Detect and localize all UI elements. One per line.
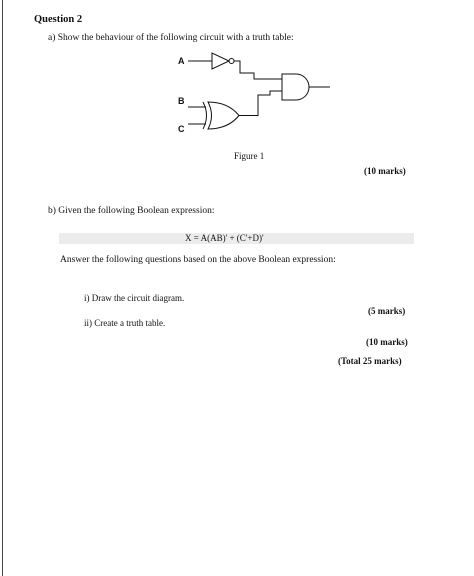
not-gate	[212, 53, 229, 69]
xor-back-curve	[203, 102, 207, 129]
item-truth-table: ii) Create a truth table.	[84, 318, 166, 328]
total-marks: (Total 25 marks)	[338, 356, 402, 366]
xor-gate	[208, 102, 239, 129]
input-label-b: B	[178, 96, 185, 106]
part-a-prompt: a) Show the behaviour of the following circuit with a truth table:	[48, 33, 294, 43]
input-label-c: C	[178, 124, 185, 134]
boolean-expression: X = A(AB)' + (C'+D)'	[185, 233, 264, 243]
part-a-marks: (10 marks)	[364, 166, 406, 176]
wire-not-out	[234, 61, 282, 79]
question-title: Question 2	[34, 14, 83, 25]
wire-xor-out	[239, 91, 282, 116]
item-1-marks: (5 marks)	[368, 306, 406, 316]
and-gate	[282, 74, 309, 100]
figure-caption: Figure 1	[234, 151, 265, 161]
item-draw-circuit: i) Draw the circuit diagram.	[84, 293, 185, 303]
item-2-marks: (10 marks)	[366, 337, 408, 347]
instruction-text: Answer the following questions based on the above Boolean expression:	[60, 255, 336, 265]
input-label-a: A	[178, 56, 185, 66]
part-b-prompt: b) Given the following Boolean expression:	[48, 206, 215, 216]
